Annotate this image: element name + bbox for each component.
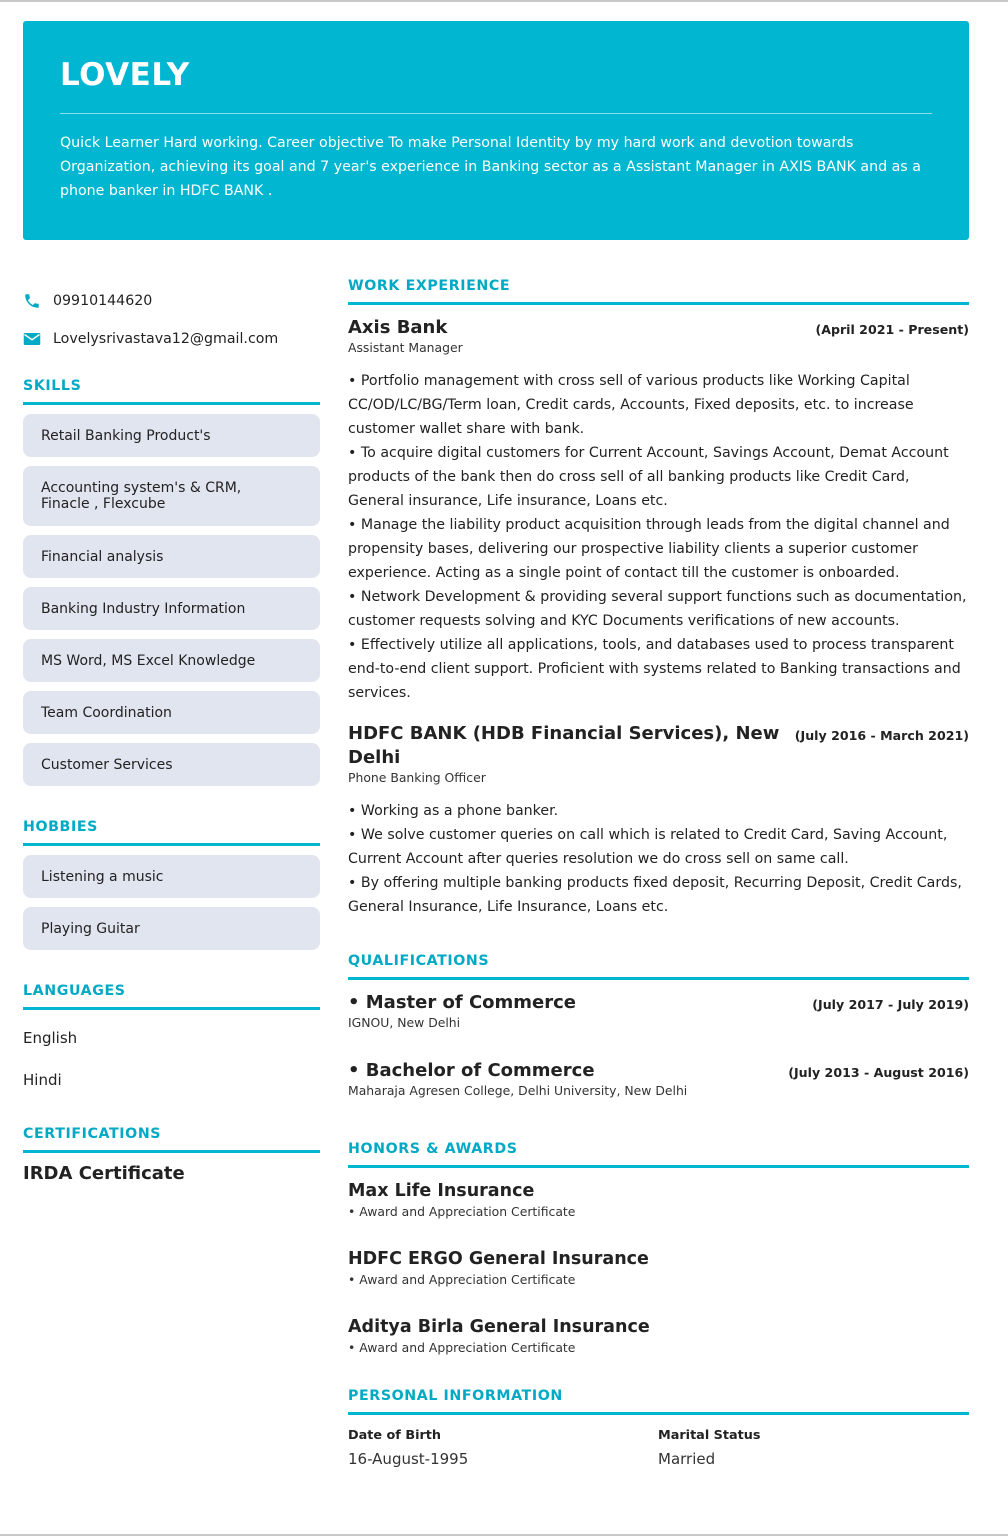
left-column: [23, 288, 320, 1193]
qualification-school: IGNOU, New Delhi: [348, 1015, 461, 1030]
qualification-entry: [348, 1059, 969, 1099]
certifications-heading: CERTIFICATIONS: [23, 1126, 320, 1153]
language-item: English: [23, 1029, 78, 1047]
job-company: HDFC BANK (HDB Financial Services), New Delhi: [348, 723, 780, 768]
phone-icon: [23, 292, 41, 310]
qualification-degree: • Bachelor of Commerce: [348, 1060, 595, 1081]
job-role: Phone Banking Officer: [348, 770, 486, 785]
dob-label: Date of Birth: [348, 1428, 442, 1443]
language-item: Hindi: [23, 1071, 62, 1089]
award-name: Aditya Birla General Insurance: [348, 1317, 650, 1337]
hobbies-heading: HOBBIES: [23, 819, 320, 846]
award-desc: • Award and Appreciation Certificate: [348, 1204, 576, 1219]
job-description: • Working as a phone banker. • We solve customer queries on call which is related to Credit Card, Saving Account, Current Account after queries resolution we do cross sell on same call. • By offering multiple banking products fixed deposit, Recurring Deposit, Credit Cards, General Insurance, Life Insurance, Loans etc.: [348, 803, 962, 915]
marital-field: [658, 1427, 968, 1471]
work-experience-heading: WORK EXPERIENCE: [348, 278, 969, 305]
skills-heading: SKILLS: [23, 378, 320, 405]
dob-value: 16-August-1995: [348, 1450, 469, 1468]
job-entry: [348, 316, 969, 705]
award-name: HDFC ERGO General Insurance: [348, 1249, 649, 1269]
hobby-chip: Listening a music: [23, 855, 320, 898]
career-summary: Quick Learner Hard working. Career objective To make Personal Identity by my hard work and devotion towards Organization, achieving its goal and 7 year's experience in Banking sector as a Assistant Manager in AXIS BANK and as a phone banker in HDFC BANK .: [60, 135, 921, 199]
languages-list: [23, 1017, 320, 1101]
job-company: Axis Bank: [348, 317, 448, 338]
resume-header: [23, 21, 969, 240]
personal-information-heading: PERSONAL INFORMATION: [348, 1388, 969, 1415]
award-name: Max Life Insurance: [348, 1181, 535, 1201]
skill-chip: Team Coordination: [23, 691, 320, 734]
page-border-top: [0, 0, 1008, 2]
award-entry: [348, 1247, 969, 1289]
skill-chip: Retail Banking Product's: [23, 414, 320, 457]
personal-info-grid: [348, 1427, 969, 1471]
hobbies-list: [23, 855, 320, 950]
qualification-dates: (July 2013 - August 2016): [788, 1065, 969, 1080]
languages-heading: LANGUAGES: [23, 983, 320, 1010]
job-role: Assistant Manager: [348, 340, 463, 355]
dob-field: [348, 1427, 658, 1471]
qualification-school: Maharaja Agresen College, Delhi University, New Delhi: [348, 1083, 688, 1098]
candidate-name: LOVELY: [60, 57, 190, 93]
skill-chip: Banking Industry Information: [23, 587, 320, 630]
skill-chip: Financial analysis: [23, 535, 320, 578]
qualification-degree: • Master of Commerce: [348, 992, 577, 1013]
email-address[interactable]: Lovelysrivastava12@gmail.com: [53, 331, 279, 347]
marital-label: Marital Status: [658, 1428, 761, 1443]
phone-number[interactable]: 09910144620: [53, 293, 153, 309]
award-desc: • Award and Appreciation Certificate: [348, 1272, 576, 1287]
honors-awards-heading: HONORS & AWARDS: [348, 1141, 969, 1168]
job-dates: (July 2016 - March 2021): [794, 728, 969, 743]
right-column: [348, 278, 969, 1471]
header-divider: [60, 113, 932, 114]
mail-icon: [23, 330, 41, 348]
qualifications-heading: QUALIFICATIONS: [348, 953, 969, 980]
qualification-dates: (July 2017 - July 2019): [812, 997, 969, 1012]
award-entry: [348, 1179, 969, 1221]
skills-list: [23, 414, 320, 786]
hobby-chip: Playing Guitar: [23, 907, 320, 950]
marital-value: Married: [658, 1450, 716, 1468]
certification-item: IRDA Certificate: [23, 1162, 185, 1184]
skill-chip: Accounting system's & CRM, Finacle , Flexcube: [23, 466, 320, 526]
job-description: • Portfolio management with cross sell of various products like Working Capital CC/OD/LC/BG/Term loan, Credit cards, Accounts, Fixed deposits, etc. to increase customer wallet share with bank. • To acquire digital customers for Current Account, Savings Account, Demat Account products of the bank then do cross sell of all banking products like Credit Card, General insurance, Life insurance, Loans etc. • Manage the liability product acquisition through leads from the digital channel and propensity bases, delivering our prospective liability clients a superior customer experience. Acting as a single point of contact till the customer is onboarded. • Network Development & providing several support functions such as documentation, customer requests solving and KYC Documents verifications of new accounts. • Effectively utilize all applications, tools, and databases used to process transparent end-to-end client support. Proficient with systems related to Banking transactions and services.: [348, 373, 967, 701]
job-entry: [348, 722, 969, 919]
skill-chip: Customer Services: [23, 743, 320, 786]
qualification-entry: [348, 991, 969, 1031]
award-desc: • Award and Appreciation Certificate: [348, 1340, 576, 1355]
job-dates: (April 2021 - Present): [815, 322, 969, 337]
email-contact: [23, 326, 320, 352]
skill-chip: MS Word, MS Excel Knowledge: [23, 639, 320, 682]
award-entry: [348, 1315, 969, 1357]
phone-contact: [23, 288, 320, 314]
